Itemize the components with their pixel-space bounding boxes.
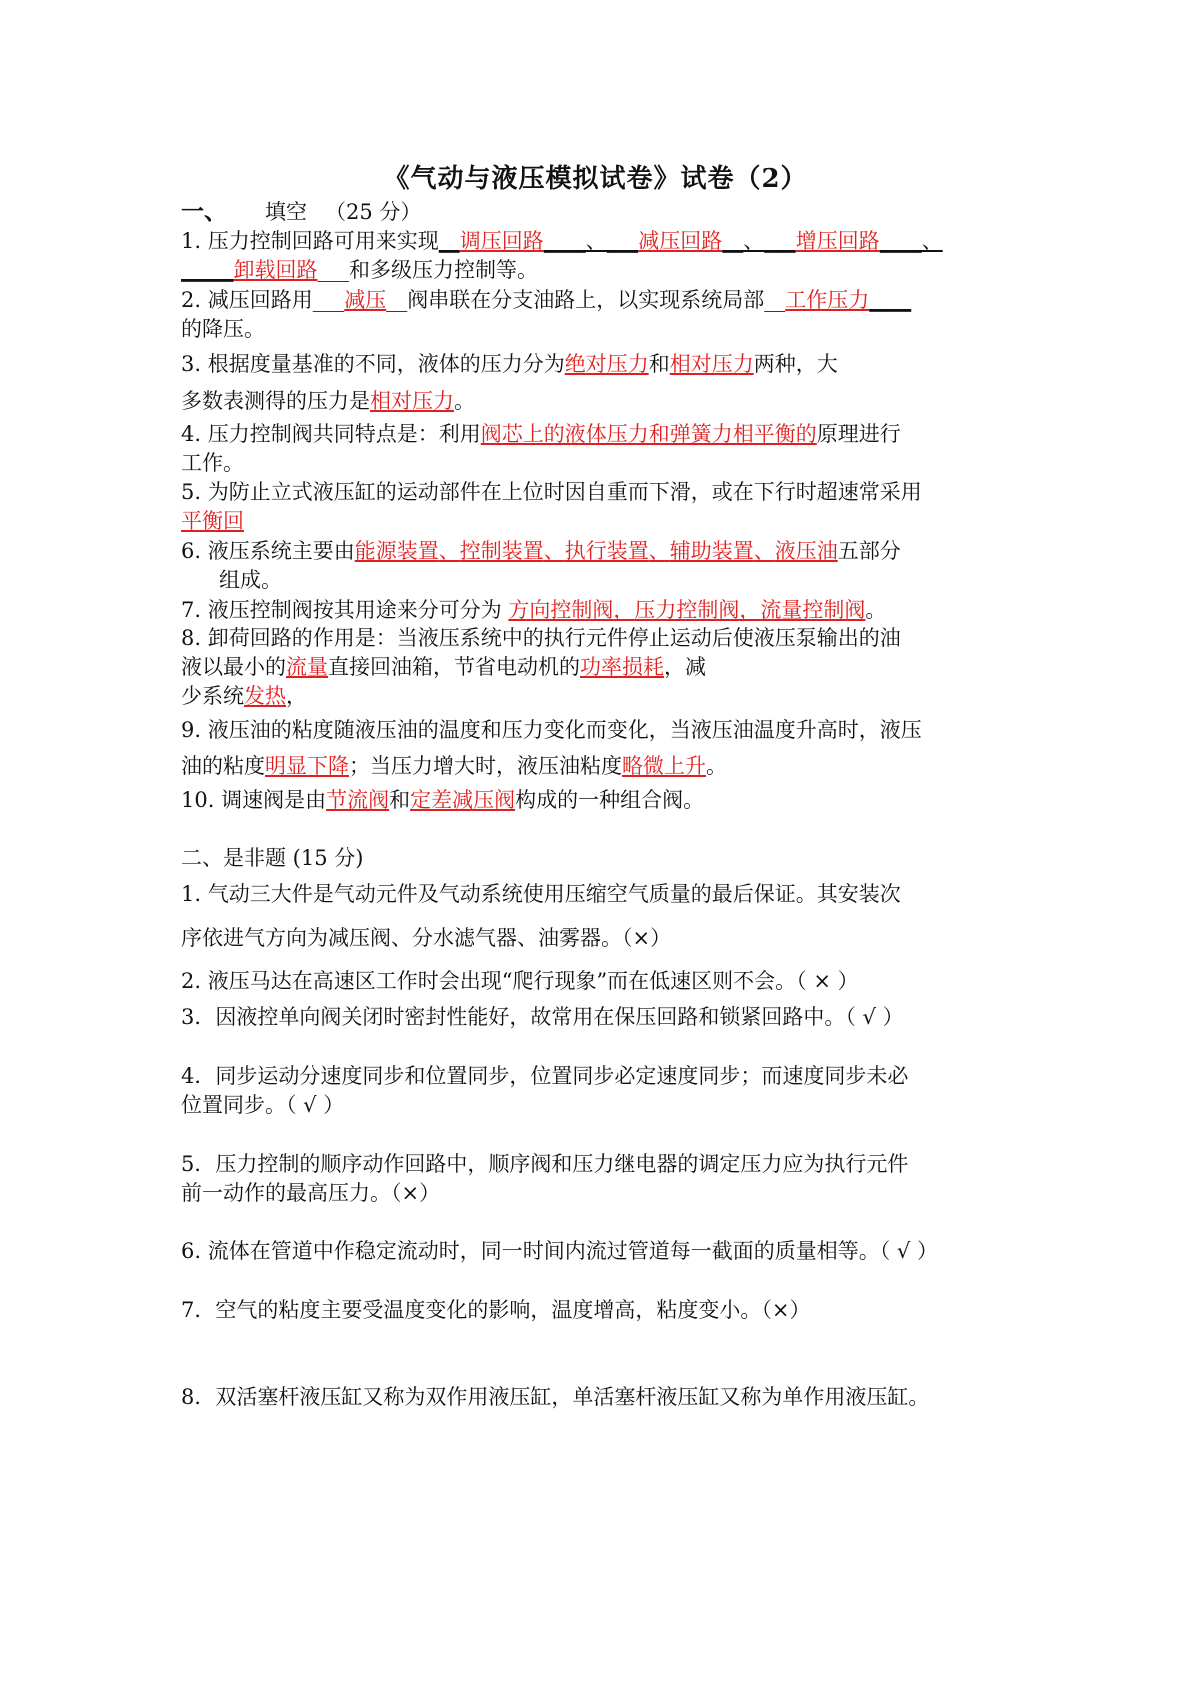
q-text: 10. 调速阀是由 — [181, 788, 327, 812]
separator: 、 — [648, 539, 670, 563]
answer: 液压油 — [774, 539, 838, 563]
answer: 明显下降 — [265, 754, 349, 778]
answer: 功率损耗 — [580, 655, 664, 679]
q-text: 1. 压力控制回路可用来实现 — [181, 229, 439, 253]
q-text: 构成的一种组合阀。 — [515, 788, 705, 812]
answer: 流量 — [286, 655, 328, 679]
answer: 工作压力 — [785, 288, 870, 312]
q-text: 少系统 — [181, 684, 244, 708]
tf-item: 3．因液控单向阀关闭时密封性能好，故常用在保压回路和锁紧回路中。（ √ ） — [181, 1005, 904, 1029]
fill-q1-line2 — [181, 256, 1021, 284]
section-1-score: （25 分） — [325, 200, 422, 224]
answer: 减压 — [344, 288, 387, 312]
answer: 调压回路 — [459, 229, 544, 253]
fill-q8-line2 — [181, 653, 1021, 681]
tf-item: 7．空气的粘度主要受温度变化的影响，温度增高，粘度变小。（×） — [181, 1298, 811, 1322]
fill-q4-line1 — [181, 420, 1021, 448]
answer: 绝对压力 — [564, 352, 649, 376]
q-text: 。 — [454, 389, 475, 413]
section-2-heading: 二、是非题 (15 分) — [181, 846, 364, 870]
answer: 控制装置 — [459, 539, 544, 563]
q-text: 5. 为防止立式液压缸的运动部件在上位时因自重而下滑，或在下行时超速常采用 — [181, 480, 922, 504]
q-text: ；当压力增大时，液压油粘度 — [349, 754, 622, 778]
fill-q1-line1 — [181, 227, 1021, 255]
tf-item: 序依进气方向为减压阀、分水滤气器、油雾器。（×） — [181, 926, 672, 950]
fill-q3-line2 — [181, 387, 1021, 415]
q-text: 8. 卸荷回路的作用是：当液压系统中的执行元件停止运动后使液压泵输出的油 — [181, 626, 901, 650]
answer: 能源装置 — [354, 539, 439, 563]
tf-item: 4．同步运动分速度同步和位置同步，位置同步必定速度同步；而速度同步未必 — [181, 1064, 909, 1088]
answer: 发热 — [244, 684, 286, 708]
tf-item: 2. 液压马达在高速区工作时会出现“爬行现象”而在低速区则不会。（ × ） — [181, 969, 859, 993]
separator: 、 — [753, 539, 775, 563]
exam-title: 《气动与液压模拟试卷》试卷（2） — [383, 164, 808, 194]
answer: 方向控制阀 — [508, 598, 614, 622]
separator: ， — [613, 598, 635, 622]
answer: 相对压力 — [370, 389, 454, 413]
fill-q8-line1 — [181, 624, 1021, 652]
q-text: 和 — [648, 352, 670, 376]
q-text: ，减 — [664, 655, 706, 679]
answer: 阀芯上的液体压力和弹簧力相平衡的 — [480, 422, 817, 446]
q-text: __阀串联在分支油路上，以实现系统局部__ — [386, 288, 786, 312]
blank: __ — [438, 229, 460, 253]
q-text: 两种，大 — [753, 352, 838, 376]
answer: 流量控制阀 — [760, 598, 866, 622]
answer: 执行装置 — [564, 539, 649, 563]
tf-item: 1. 气动三大件是气动元件及气动系统使用压缩空气质量的最后保证。其安装次 — [181, 882, 901, 906]
q-text: 6. 液压系统主要由 — [181, 539, 355, 563]
section-1-number: 一、 — [181, 198, 227, 225]
fill-q7-line1 — [181, 596, 1021, 624]
q-text: ， — [286, 684, 307, 708]
answer: 节流阀 — [326, 788, 390, 812]
tf-item: 8．双活塞杆液压缸又称为双作用液压缸，单活塞杆液压缸又称为单作用液压缸。 — [181, 1385, 930, 1409]
section-1-heading — [181, 198, 1021, 226]
q-text: 油的粘度 — [181, 754, 265, 778]
tf-item: 位置同步。（ √ ） — [181, 1093, 345, 1117]
q-text: 原理进行 — [816, 422, 901, 446]
blank: _____ — [181, 258, 234, 282]
section-1-label: 填空 — [265, 200, 307, 224]
answer: 辅助装置 — [669, 539, 754, 563]
q-text: ___和多级压力控制等。 — [317, 258, 538, 282]
fill-q9-line2 — [181, 752, 1021, 780]
answer: 相对压力 — [669, 352, 754, 376]
answer: 减压回路 — [638, 229, 723, 253]
q-text: 组成。 — [219, 568, 282, 592]
blank: ____、___ — [543, 229, 639, 253]
q-text: 7. 液压控制阀按其用途来分可分为 — [181, 598, 509, 622]
fill-q10-line1 — [181, 786, 1021, 814]
fill-q2-line2 — [181, 315, 1021, 343]
separator: 、 — [438, 539, 460, 563]
q-text: 9. 液压油的粘度随液压油的温度和压力变化而变化，当液压油温度升高时，液压 — [181, 718, 922, 742]
fill-q4-line2 — [181, 449, 1021, 477]
separator: 、 — [543, 539, 565, 563]
fill-q2-line1 — [181, 286, 1021, 314]
q-text: 液以最小的 — [181, 655, 286, 679]
fill-q6-line2 — [219, 566, 1059, 594]
q-text: 的降压。 — [181, 317, 265, 341]
tf-item: 6. 流体在管道中作稳定流动时，同一时间内流过管道每一截面的质量相等。（ √ ） — [181, 1239, 938, 1263]
blank: __、___ — [722, 229, 796, 253]
q-text: 和 — [389, 788, 411, 812]
q-text: 。 — [706, 754, 727, 778]
answer: 略微上升 — [622, 754, 706, 778]
q-text: 2. 减压回路用___ — [181, 288, 345, 312]
answer: 增压回路 — [795, 229, 880, 253]
q-text: 五部分 — [837, 539, 901, 563]
fill-q9-line1 — [181, 716, 1021, 744]
tf-item: 5．压力控制的顺序动作回路中，顺序阀和压力继电器的调定压力应为执行元件 — [181, 1152, 909, 1176]
fill-q3-line1 — [181, 350, 1021, 378]
blank: ____ — [869, 288, 912, 312]
tf-item: 前一动作的最高压力。（×） — [181, 1181, 441, 1205]
q-text: 直接回油箱，节省电动机的 — [328, 655, 580, 679]
fill-q8-line3 — [181, 682, 1021, 710]
q-text: 3. 根据度量基准的不同，液体的压力分为 — [181, 352, 565, 376]
fill-q6-line1 — [181, 537, 1021, 565]
q-text: 4. 压力控制阀共同特点是：利用 — [181, 422, 481, 446]
q-text: 工作。 — [181, 451, 244, 475]
answer: 定差减压阀 — [410, 788, 516, 812]
q-text: 。 — [865, 598, 887, 622]
answer: 卸载回路 — [233, 258, 318, 282]
fill-q5-line1 — [181, 478, 1021, 506]
answer: 平衡回 — [181, 509, 244, 533]
answer: 压力控制阀 — [634, 598, 740, 622]
q-text: 多数表测得的压力是 — [181, 389, 370, 413]
fill-q5-line2 — [181, 507, 1021, 535]
blank: ____、 — [879, 229, 943, 253]
separator: ， — [739, 598, 761, 622]
